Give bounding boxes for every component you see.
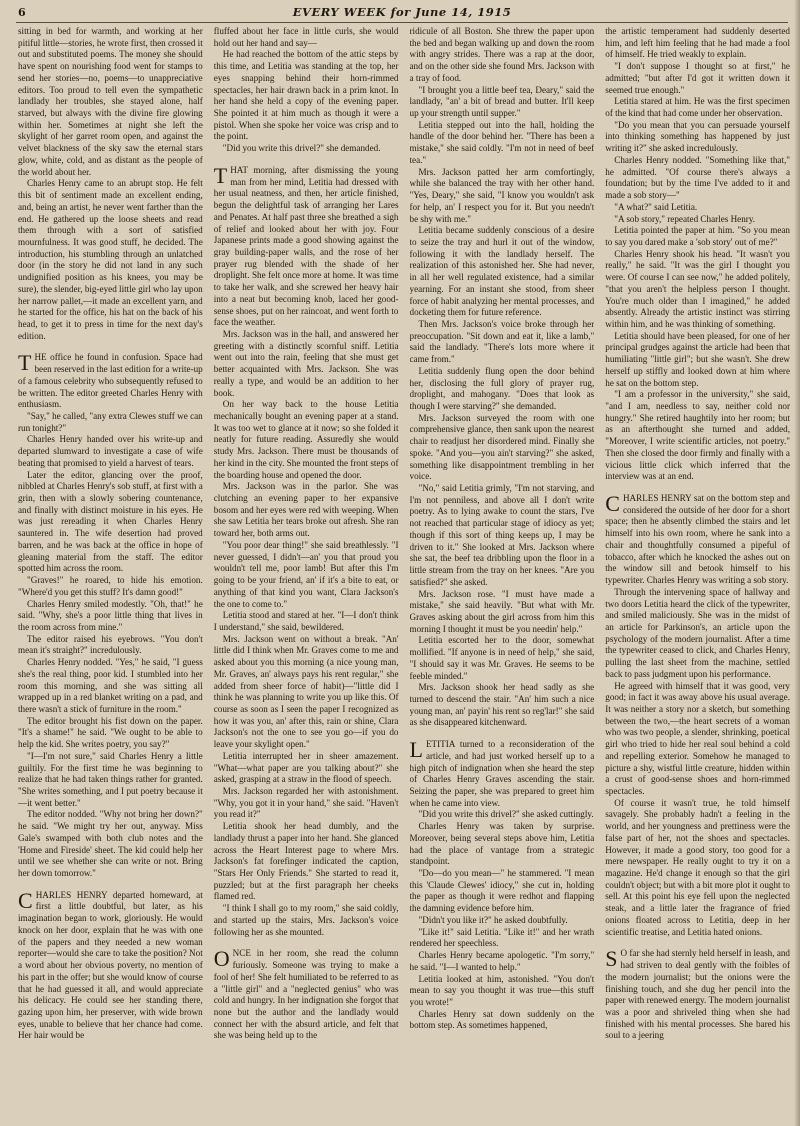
paragraph: Then Mrs. Jackson's voice broke through her preoccupation. "Sit down and eat it, like a lamb," said the landlady. "There's lots more where it came from.": [409, 318, 595, 365]
paragraph: Mrs. Jackson regarded her with astonishment. "Why, you got it in your hand," she said. "Haven't you read it?": [213, 786, 399, 820]
paragraph: Charles Henry became apologetic. "I'm sorry," he said. "I—I wanted to help.": [409, 950, 595, 972]
paragraph: Mrs. Jackson was in the hall, and answered her greeting with a distinctly scornful sniff. Letitia went out into the rain, feeling that she must get better acquainted with Mrs. Jackson. She was really a type, and would be an addition to her book.: [213, 328, 399, 398]
paragraph: "Like it!" said Letitia. "Like it!" and her wrath rendered her speechless.: [409, 926, 595, 949]
section-opening-paragraph: SO far she had sternly held herself in leash, and had striven to deal gently with the foibles of the modern journalist; but the onions were the finishing touch, and she dug her pencil into the paper with renewed energy. The modern journalist was a poor and shriveled thing when she had finished with his mental processes. She bared his soul to a jeering: [605, 946, 790, 1041]
paragraph: "No," said Letitia grimly, "I'm not starving, and I'm not penniless, and above all I don't write poetry. As to lying awake to count the stars, I've not reached that particular stage of idiocy as yet; though if this sort of thing keeps up, I may be driven to it." She looked at Mrs. Jackson where she sat, the beef tea dribbling upon the floor in a little stream from the tray on her knees. "Are you satisfied?" she asked.: [409, 483, 595, 587]
section-opening-paragraph: THE office he found in confusion. Space had been reserved in the last edition for a write-up of a famous celebrity who subsequently refused to be written. The editor greeted Charles Henry with enthusiasm.: [18, 350, 203, 410]
paragraph: Mrs. Jackson rose. "I must have made a mistake," she said heavily. "But what with Mr. Graves asking about the girl across from him this morning I thought it must be you needin' help.": [409, 588, 595, 634]
page-header: [18, 4, 786, 22]
section-opening-paragraph: CHARLES HENRY departed homeward, at first a little doubtful, but later, as his imagination began to work, gloriously. He would knock on her door, explain that he was with one of the papers and they needed a new woman reporter—would she care to take the position? Not a word about her obvious poverty, no mention of his part in the offer; but she would know of course that he had guessed it all, and would appreciate his delicacy. He could see her standing there, gazing upon him, her preserver, with wide brown eyes, unable to believe that her chance had come. Her hair would be: [18, 887, 203, 1041]
section-opening-paragraph: ONCE in her room, she read the column furiously. Someone was trying to make a fool of her! She felt humiliated to be referred to as a "little girl" and a "neglected genius" who was cold and hungry. In her indignation she forgot that none but the author and the landlady would connect her with the absurd article, and felt that she was being held up to the: [213, 946, 399, 1041]
paragraph: "Graves!" he roared, to hide his emotion. "Where'd you get this stuff? It's damn good!": [18, 575, 203, 597]
column-3: [410, 26, 595, 1120]
paragraph: "I—I'm not sure," said Charles Henry a little guiltily. For the first time he was beginning to realize that he had taken things rather for granted. "She writes something, and I put poetry because it—it went better.": [18, 750, 203, 808]
paragraph: Letitia suddenly flung open the door behind her, disclosing the full glory of prayer rug, droplight, and mahogany. "Does that look as though I were starving?" she demanded.: [409, 365, 595, 411]
section-opening-paragraph: THAT morning, after dismissing the young man from her mind, Letitia had dressed with her usual neatness, and then, her article finished, begun the delightful task of arranging her Lares and Penates. At half past three she breathed a sigh of relief and looked about her with joy. Four Japanese prints made a good showing against the gray building-paper walls, and the rose of her prayer rug blended with the shade of her droplight. She felt once more at home. It was time to take her walk, and she screwed her heavy hair into a neat but becoming knob, laced her good-sense shoes, put on her raincoat, and went forth to face the weather.: [213, 162, 399, 328]
header-rule: [16, 22, 788, 23]
paragraph: Letitia became suddenly conscious of a desire to seize the tray and hurl it out of the window, following it with the landlady herself. The realization of this astonished her. She had never, in all her well regulated existence, had a similar yearning. For an instant she stood, from sheer force of habit analyzing her mental processes, and docketing them for future reference.: [409, 225, 595, 318]
paragraph: Later the editor, glancing over the proof, nibbled at Charles Henry's sob stuff, at first with a grin, then with a slowly sobering countenance, and finally with distinct moisture in his eyes. He was just rereading it when Charles Henry sauntered in. The wife desertion had proved barren, and he was back at the office in hope of gleaning material from the staff. The editor spotted him across the room.: [18, 469, 203, 574]
paragraph: Charles Henry handed over his write-up and departed slumward to investigate a case of wife beating that promised to yield a harvest of tears.: [18, 434, 203, 468]
paragraph: The editor brought his fist down on the paper. "It's a shame!" he said. "We ought to be able to help the kid. She writes poetry, you say?": [18, 715, 203, 750]
paragraph: "I am a professor in the university," she said, "and I am, needless to say, neither cold nor hungry." She retired haughtily into her room; but as an afterthought she turned and added, "Moreover, I write scientific articles, not poetry." Then she closed the door firmly and finally with a vicious little click which inferred that the interview was at an end.: [605, 389, 790, 482]
paragraph: Of course it wasn't true, he told himself savagely. She probably hadn't a feeling in the world, and her youngness and prettiness were the false part of her, not the shoes and spectacles. However, it made a good story, too good for a mere newspaper. He really ought to try it on a magazine. He'd change it enough so that the girl couldn't object; but with a bit more plot it ought to sell. At this point his eye fell upon the neglected steak, and a little later the fragrance of fried onions floated across to Letitia, deep in her scientific treatise, and Letitia hated onions.: [605, 797, 790, 937]
paragraph: Mrs. Jackson was in the parlor. She was clutching an evening paper to her expansive bosom and her eyes were red with weeping. When she saw Letitia her tears broke out afresh. She ran toward her, both arms out.: [213, 481, 399, 539]
paragraph: Mrs. Jackson shook her head sadly as she turned to descend the stair. "An' him such a nice young man, an' payin' his rent so reg'lar!" she said as she disappeared kitchenward.: [409, 682, 595, 728]
paragraph: "I don't suppose I thought so at first," he admitted; "but after I'd got it written down it seemed true enough.": [605, 61, 790, 95]
paragraph: sitting in bed for warmth, and working at her pitiful little—stories, he wrote first, then crossed it out and substituted poems. The money she should have spent on nourishing food went for stamps to send her stories—no, poems—to unappreciative editors. Too proud to tell even the sympathetic landlady her troubles, she stayed alone, half starved, but always with the divine fire glowing within her. Sometimes at night she left the skylight of her garret room open, and against the velvet blackness of the sky saw the eternal stars glow, white, cold, and as distant as the people of the world about her.: [18, 26, 203, 177]
paragraph: He agreed with himself that it was good, very good; in fact it was away above his usual average. It was neither a story nor a sketch, but something between the two,—the heart secrets of a woman who was two people, a slender, shrinking, poetical girl who tried to hide her real soul behind a cold and repelling exterior. Somehow he managed to picture a shy, wistful little creature, hidden within a crust of good-sense shoes and horn-rimmed spectacles.: [605, 680, 790, 796]
paragraph: Letitia stared at him. He was the first specimen of the kind that had come under her observation.: [605, 96, 790, 119]
paragraph: Mrs. Jackson surveyed the room with one comprehensive glance, then sank upon the nearest chair to readjust her disordered mind. Finally she spoke. "And you—you ain't starving?" she asked, something like disappointment trembling in her voice.: [409, 412, 595, 482]
paragraph: Through the intervening space of hallway and two doors Letitia heard the click of the typewriter, and smiled maliciously. She was in the midst of an article for Parkinson's, an article upon the psychology of the modern journalist. After a time the typewriter ceased to click, and Charles Henry, pulling the last sheet from the machine, settled back to pass judgment upon his performance.: [605, 586, 790, 679]
page-number: 6: [18, 6, 26, 19]
paragraph: "Do—do you mean—" he stammered. "I mean this 'Claude Clewes' idiocy," she cut in, holding the paper as though it were redhot and flapping the damning evidence before him.: [409, 868, 595, 914]
paragraph: "Didn't you like it?" he asked doubtfully.: [418, 914, 568, 925]
section-opening-paragraph: CHARLES HENRY sat on the bottom step and considered the outside of her door for a short space; then he absently climbed the stairs and let himself into his own room, where he sank into a chair and thoughtfully consumed a pipeful of tobacco, after which he knocked the ashes out on the window sill and betook himself to his typewriter. Charles Henry was writing a sob story.: [605, 491, 790, 586]
paragraph: "You poor dear thing!" she said breathlessly. "I never guessed, I didn't—an' you that proud you wouldn't tell me, poor lamb! But after this I'm going to be your friend, an' if it's a bite to eat, or anything of that kind you want, Clara Jackson's the one to come to.": [213, 539, 399, 609]
paragraph: "A what?" said Letitia.: [614, 201, 698, 212]
paragraph: "Did you write this drivel?" she demanded.: [222, 143, 381, 154]
paragraph: Charles Henry sat down suddenly on the bottom step. As sometimes happened,: [409, 1008, 595, 1031]
section-opening-paragraph: LETITIA turned to a reconsideration of the article, and had just worked herself up to a high pitch of indignation when she heard the step of Charles Henry Graves ascending the stair. Seizing the paper, she was prepared to greet him when he came into view.: [409, 737, 595, 808]
paragraph: Mrs. Jackson patted her arm comfortingly, while she balanced the tray with her other hand. "Yes, Deary," she said, "I know you wouldn't ask for help, an' I respect you for it. But you needn't be shy with me.": [409, 166, 595, 224]
paragraph: "I think I shall go to my room," she said coldly, and started up the stairs, Mrs. Jackson's voice following her as she mounted.: [213, 903, 399, 937]
paragraph: Letitia stood and stared at her. "I—I don't think I understand," she said, bewildered.: [213, 610, 399, 632]
column-4: [605, 26, 790, 1120]
paragraph: Letitia escorted her to the door, somewhat mollified. "If anyone is in need of help," she said, "I should say it was Mr. Graves. He seems to be feeble minded.": [409, 635, 595, 681]
masthead: EVERY WEEK for June 14, 1915: [292, 5, 512, 19]
paragraph: Charles Henry came to an abrupt stop. He felt this bit of sentiment made an excellent ending, and, being an artist, he never went farther than the end. He gathered up the loose sheets and read them through with a sort of satisfied mournfulness. It was good stuff, he decided. The introduction, his stumbling through an unlatched door (in the story he did not land in any such undignified position as his knees, you may be sure), the slender, big-eyed little girl who lay upon her narrow pallet,—it made an excellent yarn, and he started for the office, his hat on the back of his head, to get it to press in time for the next day's edition.: [18, 178, 203, 341]
paragraph: Charles Henry nodded. "Yes," he said, "I guess she's the real thing, poor kid. I stumbled into her room this morning, and she was sitting all wrapped up in a red blanket writing on a pad, and there wasn't a stick of furniture in the room.": [18, 657, 203, 714]
article-columns: [18, 26, 790, 1120]
paragraph: The editor nodded. "Why not bring her down?" he said. "We might try her out, anyway. Miss Gale's swamped with both club notes and the 'Home and Fireside' sheet. The kid could help her until we see whether she can write or not. Bring her down tomorrow.": [18, 809, 203, 879]
paragraph: Charles Henry nodded. "Something like that," he admitted. "Of course there's always a foundation; but by the time I've added to it and made a sob story—": [605, 154, 790, 201]
paragraph: "Do you mean that you can persuade yourself into thinking something has happened by just writing it?" she asked incredulously.: [605, 119, 790, 154]
paragraph: Letitia pointed the paper at him. "So you mean to say you dared make a 'sob story' out of me?": [605, 225, 790, 247]
paragraph: the artistic temperament had suddenly deserted him, and left him feeling that he had made a fool of himself. He tried weakly to explain.: [605, 26, 790, 60]
paragraph: "I brought you a little beef tea, Deary," said the landlady, "an' a bit of bread and butter. It'll keep up your strength until supper.": [409, 84, 595, 119]
paragraph: Letitia should have been pleased, for one of her principal grudges against the article had been that humiliating "little girl"; but she wasn't. She drew herself up stiffly and looked down at him where he sat on the bottom step.: [605, 330, 790, 388]
paragraph: On her way back to the house Letitia mechanically bought an evening paper at a stand. It was too wet to glance at it now; so she folded it neatly for future reading. Assuredly she would study Mrs. Jackson. There must be thousands of her kind in the city. She mounted the front steps of the boarding house and opened the door.: [213, 399, 399, 480]
column-1: [18, 26, 203, 1120]
paragraph: "A sob story," repeated Charles Henry.: [614, 213, 756, 224]
paragraph: ridicule of all Boston. She threw the paper upon the bed and began walking up and down the room with angry strides. There was a rap at the door, and on the other side she found Mrs. Jackson with a tray of food.: [409, 26, 595, 83]
paragraph: Charles Henry smiled modestly. "Oh, that!" he said. "Why, she's a poor little thing that lives in the room across from mine.": [18, 598, 203, 632]
paragraph: Letitia stepped out into the hall, holding the handle of the door behind her. "There has been a mistake," she said coldly. "I'm not in need of beef tea.": [409, 119, 595, 165]
column-2: [214, 26, 399, 1120]
paragraph: "Did you write this drivel?" she asked cuttingly.: [418, 809, 594, 820]
paragraph: Letitia looked at him, astonished. "You don't mean to say you thought it was true—this stuff you wrote!": [409, 973, 595, 1007]
paragraph: "Say," he called, "any extra Clewes stuff we can run tonight?": [18, 411, 203, 433]
paragraph: Letitia interrupted her in sheer amazement. "What—what paper are you talking about?" she asked, grasping at a straw in the flood of speech.: [213, 750, 399, 785]
paragraph: Letitia shook her head dumbly, and the landlady thrust a paper into her hand. She glanced across the Heart Interest page to where Mrs. Jackson's fat forefinger indicated the caption, "Stars Her Only Friends." She started to read it, puzzled; but at the first paragraph her cheeks flamed red.: [213, 821, 399, 902]
paragraph: fluffed about her face in little curls, she would hold out her hand and say—: [213, 26, 399, 48]
paragraph: Charles Henry was taken by surprise. Moreover, being several steps above him, Letitia had the place of vantage from a strategic standpoint.: [409, 821, 595, 867]
paragraph: Mrs. Jackson went on without a break. "An' little did I think when Mr. Graves come to me and asked about you this morning (a nice young man, Mr. Graves, an' always pays his rent regular," she added from sheer force of habit)—"little did I think he was planning to write you up like this. Of course as soon as I seen the paper I recognized as how it was you, an' after this, rain or shine, Clara Jackson's not the one to see you go—if you do leave your skylight open.": [213, 633, 399, 750]
paragraph: Charles Henry shook his head. "It wasn't you really," he said. "It was the girl I thought you were. Of course I can see now," he added politely, "that you aren't the helpless person I thought. You're much older than I imagined," he added absently. Already the artistic instinct was stirring within him, and he was thinking of something.: [605, 248, 790, 329]
paragraph: He had reached the bottom of the attic steps by this time, and Letitia was standing at the top, her eyes snapping behind their horn-rimmed spectacles, her hair drawn back in a prim knot. In her hand she held a copy of the evening paper. She pointed it at him much as though it were a pistol. When she spoke her voice was crisp and to the point.: [213, 49, 399, 142]
paragraph: The editor raised his eyebrows. "You don't mean it's straight?" incredulously.: [18, 633, 203, 656]
page-binding-shadow: [794, 0, 800, 1126]
